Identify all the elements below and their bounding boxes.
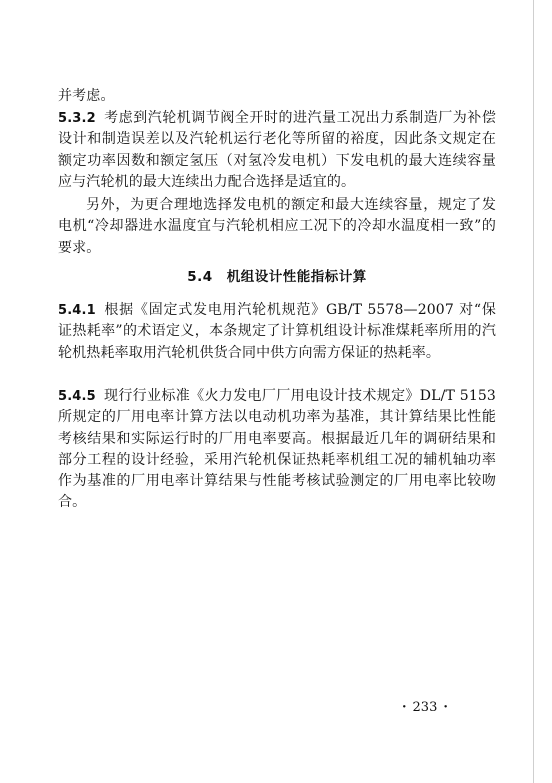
clause-5-3-2-paragraph: [58, 108, 496, 193]
additional-paragraph: [58, 195, 496, 259]
section-heading-5-4: [58, 265, 496, 285]
additional-text: 另外，为更合理地选择发电机的额定和最大连续容量，规定了发电机“冷却器进水温度宜与汽轮机相应工况下的冷却水温度相一致”的要求。: [58, 197, 496, 256]
clause-5-4-5-paragraph: [58, 386, 496, 514]
dot-left: ·: [402, 700, 407, 715]
clause-5-4-5: [58, 386, 496, 514]
page-number: [396, 700, 454, 715]
intro-line: [58, 86, 496, 107]
clause-5-4-1-paragraph: [58, 300, 496, 364]
intro-text: 并考虑。: [58, 88, 115, 104]
clause-5-4-1: [58, 300, 496, 364]
dot-right: ·: [443, 700, 448, 715]
clause-number: 5.3.2: [58, 111, 96, 126]
clause-text: 根据《固定式发电用汽轮机规范》GB/T 5578—2007 对“保证热耗率”的术语定义，本条规定了计算机组设计标准煤耗率所用的汽轮机热耗率取用汽轮机供货合同中供方向需方保证的热耗率。: [58, 302, 496, 361]
clause-text: 现行行业标准《火力发电厂厂用电设计技术规定》DL/T 5153 所规定的厂用电率计算方法以电动机功率为基准，其计算结果比性能考核结果和实际运行时的厂用电率要高。根据最近几年的调研结果和部分工程的设计经验，采用汽轮机保证热耗率机组工况的辅机轴功率作为基准的厂用电率计算结果与性能考核试验测定的厂用电率比较吻合。: [58, 388, 496, 511]
clause-text: 考虑到汽轮机调节阀全开时的进汽量工况出力系制造厂为补偿设计和制造误差以及汽轮机运行老化等所留的裕度，因此条文规定在额定功率因数和额定氢压（对氢冷发电机）下发电机的最大连续容量应与汽轮机的最大连续出力配合选择是适宜的。: [58, 110, 496, 190]
clause-number: 5.4.5: [58, 389, 96, 404]
page-number-value: 233: [412, 700, 438, 715]
clause-number: 5.4.1: [58, 303, 96, 318]
clause-5-3-2: [58, 108, 496, 193]
page-edge-line: [533, 0, 534, 783]
section-title: 机组设计性能指标计算: [226, 269, 367, 285]
section-number: 5.4: [187, 269, 213, 285]
